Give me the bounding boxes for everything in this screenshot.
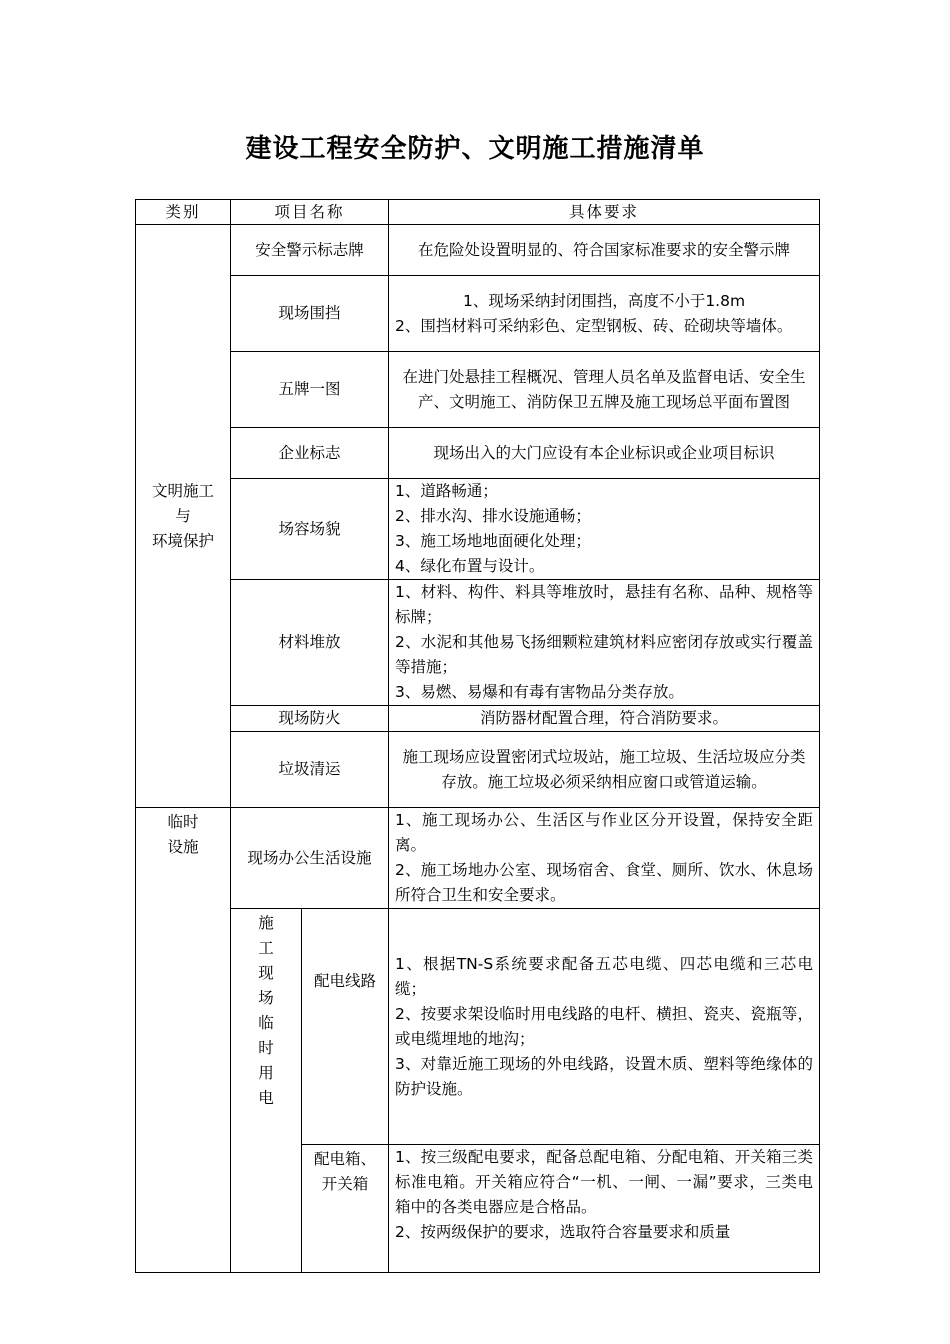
requirement-text: 1、材料、构件、料具等堆放时，悬挂有名称、品种、规格等标牌； <box>395 583 814 626</box>
requirement-cell <box>389 580 820 706</box>
requirement-cell <box>389 225 820 276</box>
sub-group-char: 施 <box>258 914 274 932</box>
sub-group-char: 工 <box>258 939 274 957</box>
table-row <box>136 732 820 808</box>
item-name: 现场围挡 <box>231 276 389 352</box>
requirement-text: 2、围挡材料可采纳彩色、定型钢板、砖、砼砌块等墙体。 <box>395 316 793 335</box>
sub-group-char: 场 <box>258 989 274 1007</box>
requirement-text: 2、按要求架设临时用电线路的电杆、横担、瓷夹、瓷瓶等，或电缆埋地的地沟； <box>395 1004 814 1048</box>
table-row <box>136 352 820 428</box>
requirement-text: 2、水泥和其他易飞扬细颗粒建筑材料应密闭存放或实行覆盖等措施； <box>395 633 814 676</box>
category-line: 环境保护 <box>151 531 214 550</box>
page-title: 建设工程安全防护、文明施工措施清单 <box>245 134 705 164</box>
sub-group-char: 用 <box>258 1064 274 1082</box>
header-item: 项目名称 <box>231 200 389 225</box>
requirement-cell <box>389 808 820 909</box>
table-row <box>136 428 820 479</box>
requirement-text: 1、按三级配电要求，配备总配电箱、分配电箱、开关箱三类标准电箱。开关箱应符合“一机、一闸、一漏”要求，三类电箱中的各类电器应是合格品。 <box>395 1148 814 1216</box>
requirement-text: 1、施工现场办公、生活区与作业区分开设置，保持安全距离。 <box>395 811 814 854</box>
requirement-text: 2、按两级保护的要求，选取符合容量要求和质量 <box>395 1223 731 1241</box>
item-name: 场容场貌 <box>231 479 389 580</box>
requirement-cell <box>389 428 820 479</box>
sub-group-char: 现 <box>258 964 274 982</box>
sub-group-label <box>231 909 302 1273</box>
requirement-text: 4、绿化布置与设计。 <box>395 557 545 575</box>
requirement-text: 3、对靠近施工现场的外电线路，设置木质、塑料等绝缘体的防护设施。 <box>395 1054 814 1098</box>
category-cell-civilized <box>136 225 231 808</box>
item-name: 安全警示标志牌 <box>231 225 389 276</box>
category-cell-temporary <box>136 808 231 1273</box>
requirement-cell <box>389 732 820 808</box>
table-row <box>136 808 820 909</box>
requirement-text: 1、道路畅通； <box>395 482 498 500</box>
measures-table <box>135 199 820 1273</box>
requirement-text: 2、排水沟、排水设施通畅； <box>395 507 591 525</box>
table-row <box>136 225 820 276</box>
sub-group-char: 时 <box>258 1039 274 1057</box>
item-name: 企业标志 <box>231 428 389 479</box>
item-name: 垃圾清运 <box>231 732 389 808</box>
table-row <box>136 276 820 352</box>
requirement-cell <box>389 1145 820 1273</box>
header-category: 类别 <box>136 200 231 225</box>
requirement-text: 3、施工场地地面硬化处理； <box>395 532 591 550</box>
table-row <box>136 909 820 1145</box>
requirement-text: 在进门处悬挂工程概况、管理人员名单及监督电话、安全生产、文明施工、消防保卫五牌及施工现场总平面布置图 <box>402 367 806 411</box>
sub-group-char: 电 <box>258 1089 274 1107</box>
item-name: 现场办公生活设施 <box>231 808 389 909</box>
requirement-cell <box>389 909 820 1145</box>
requirement-text: 现场出入的大门应设有本企业标识或企业项目标识 <box>433 443 775 462</box>
requirement-cell <box>389 352 820 428</box>
requirement-text: 施工现场应设置密闭式垃圾站，施工垃圾、生活垃圾应分类存放。施工垃圾必须采纳相应窗口或管道运输。 <box>402 747 806 791</box>
requirement-text: 消防器材配置合理，符合消防要求。 <box>480 709 729 727</box>
requirement-text: 1、现场采纳封闭围挡，高度不小于1.8m <box>462 291 746 310</box>
table-row <box>136 479 820 580</box>
table-header-row <box>136 200 820 225</box>
requirement-text: 在危险处设置明显的、符合国家标准要求的安全警示牌 <box>418 240 791 259</box>
category-line: 与 <box>175 506 191 525</box>
category-line: 设施 <box>167 838 199 856</box>
requirement-text: 2、施工场地办公室、现场宿舍、食堂、厕所、饮水、休息场所符合卫生和安全要求。 <box>395 861 814 904</box>
item-name: 五牌一图 <box>231 352 389 428</box>
header-requirement: 具体要求 <box>389 200 820 225</box>
requirement-text: 3、易燃、易爆和有毒有害物品分类存放。 <box>395 683 684 701</box>
requirement-text: 1、根据TN-S系统要求配备五芯电缆、四芯电缆和三芯电缆； <box>395 954 814 998</box>
requirement-cell <box>389 276 820 352</box>
category-line: 文明施工 <box>151 481 214 500</box>
table-row <box>136 580 820 706</box>
requirement-cell <box>389 706 820 732</box>
item-name: 现场防火 <box>231 706 389 732</box>
sub-item-name: 配电线路 <box>302 909 389 1145</box>
sub-group-char: 临 <box>258 1014 274 1032</box>
category-line: 临时 <box>167 813 199 831</box>
item-name: 材料堆放 <box>231 580 389 706</box>
sub-item-name: 配电箱、开关箱 <box>302 1145 389 1273</box>
table-row <box>136 706 820 732</box>
requirement-cell <box>389 479 820 580</box>
